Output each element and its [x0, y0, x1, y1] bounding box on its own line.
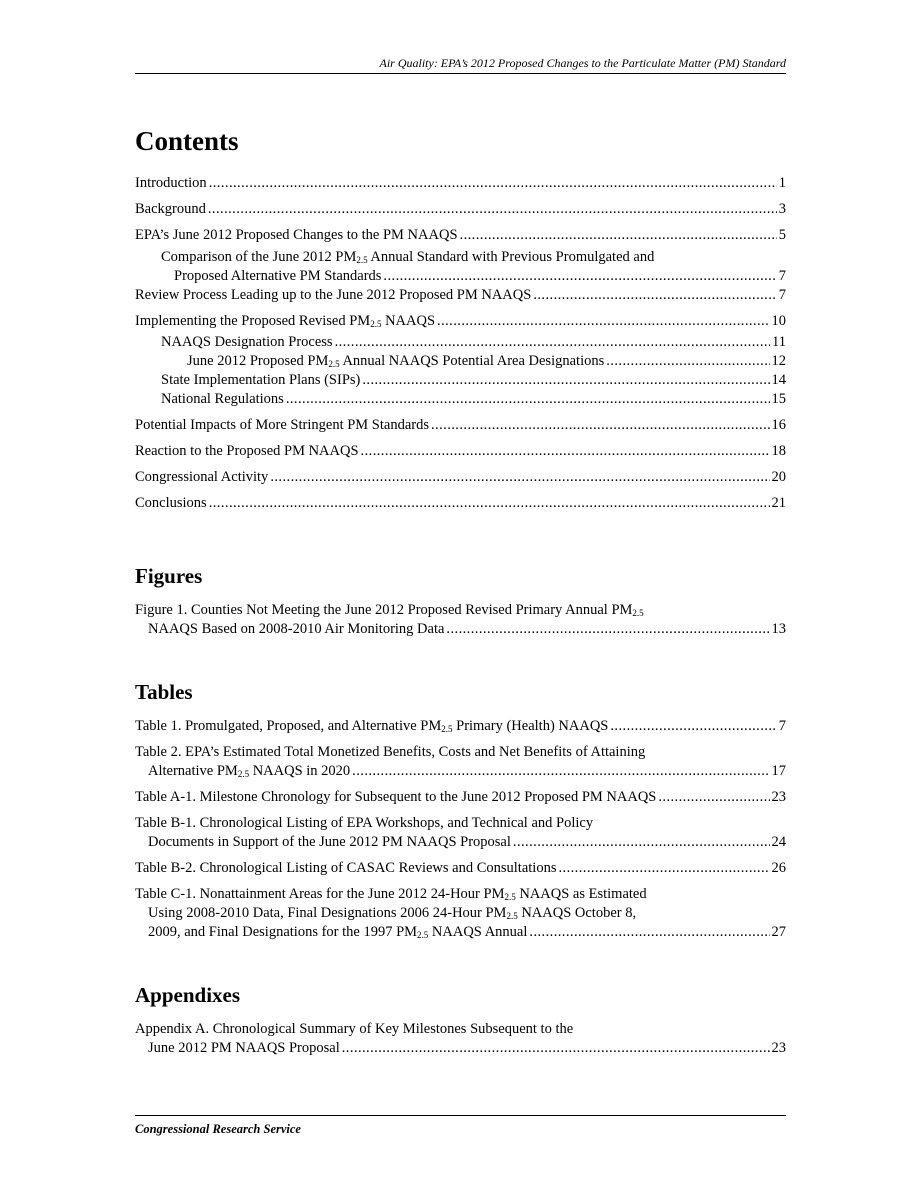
toc-entry[interactable]: June 2012 Proposed $PM_{2.5}$ Annual NAAQS Potential Area Designations . . . 12	[135, 352, 786, 371]
figures-list	[135, 601, 786, 639]
toc-entry-multiline[interactable]: Table B-1. Chronological Listing of EPA Workshops, and Technical and Policy Documents in Support of the June 2012 PM NAAQS Proposal . . . 24	[135, 814, 786, 852]
footer-text: Congressional Research Service	[135, 1122, 301, 1136]
toc-entry[interactable]: Table 1. Promulgated, Proposed, and Alternative $PM_{2.5}$ Primary (Health) NAAQS . . . 7	[135, 717, 786, 736]
page-footer	[135, 1115, 786, 1137]
toc-entry[interactable]: Table A-1. Milestone Chronology for Subsequent to the June 2012 Proposed PM NAAQS . . . 23	[135, 788, 786, 807]
toc-entry[interactable]: Introduction . . . 1	[135, 174, 786, 193]
figures-heading: Figures	[135, 564, 203, 588]
toc-entry-multiline[interactable]: Table 2. EPA’s Estimated Total Monetized Benefits, Costs and Net Benefits of Attaining Alternative $PM_{2.5}$ NAAQS in 2020 . . . 17	[135, 743, 786, 781]
toc-entry[interactable]: Congressional Activity . . . 20	[135, 468, 786, 487]
toc-entry[interactable]: Table B-2. Chronological Listing of CASAC Reviews and Consultations . . . 26	[135, 859, 786, 878]
toc-entry[interactable]: EPA’s June 2012 Proposed Changes to the PM NAAQS . . . 5	[135, 226, 786, 245]
appendixes-heading: Appendixes	[135, 983, 241, 1007]
running-title: Air Quality: EPA’s 2012 Proposed Changes to the Particulate Matter (PM) Standard	[379, 56, 786, 70]
toc-entry-multiline[interactable]: Appendix A. Chronological Summary of Key Milestones Subsequent to the June 2012 PM NAAQS Proposal . . . 23	[135, 1020, 786, 1058]
toc-entry[interactable]: Potential Impacts of More Stringent PM Standards . . . 16	[135, 416, 786, 435]
running-header	[135, 56, 786, 74]
contents-list	[135, 174, 786, 513]
toc-entry[interactable]: Implementing the Proposed Revised $PM_{2.5}$ NAAQS . . . 10	[135, 312, 786, 331]
contents-heading: Contents	[135, 126, 239, 156]
toc-entry[interactable]: Background . . . 3	[135, 200, 786, 219]
table-of-contents-page	[135, 124, 786, 1094]
appendixes-list	[135, 1020, 786, 1058]
toc-entry[interactable]: Review Process Leading up to the June 2012 Proposed PM NAAQS . . . 7	[135, 286, 786, 305]
toc-entry-multiline[interactable]: Figure 1. Counties Not Meeting the June 2012 Proposed Revised Primary Annual $PM_{2.5}$ NAAQS Based on 2008-2010 Air Monitoring Data . . . 13	[135, 601, 786, 639]
toc-entry-multiline[interactable]: Comparison of the June 2012 $PM_{2.5}$ Annual Standard with Previous Promulgated and Proposed Alternative PM Standards . . . 7	[135, 248, 786, 286]
toc-entry[interactable]: Reaction to the Proposed PM NAAQS . . . 18	[135, 442, 786, 461]
tables-heading: Tables	[135, 680, 193, 704]
toc-entry[interactable]: State Implementation Plans (SIPs) . . . 14	[135, 371, 786, 390]
toc-entry[interactable]: National Regulations . . . 15	[135, 390, 786, 409]
toc-entry-multiline[interactable]: Table C-1. Nonattainment Areas for the June 2012 24-Hour $PM_{2.5}$ NAAQS as Estimated Using 2008-2010 Data, Final Designations 2006 24-Hour $PM_{2.5}$ NAAQS October 8, 2009, and Final Designations for the 1997 $PM_{2.5}$ NAAQS Annual . . . 27	[135, 885, 786, 942]
tables-list	[135, 717, 786, 942]
toc-entry[interactable]: NAAQS Designation Process . . . 11	[135, 333, 786, 352]
toc-entry[interactable]: Conclusions . . . 21	[135, 494, 786, 513]
